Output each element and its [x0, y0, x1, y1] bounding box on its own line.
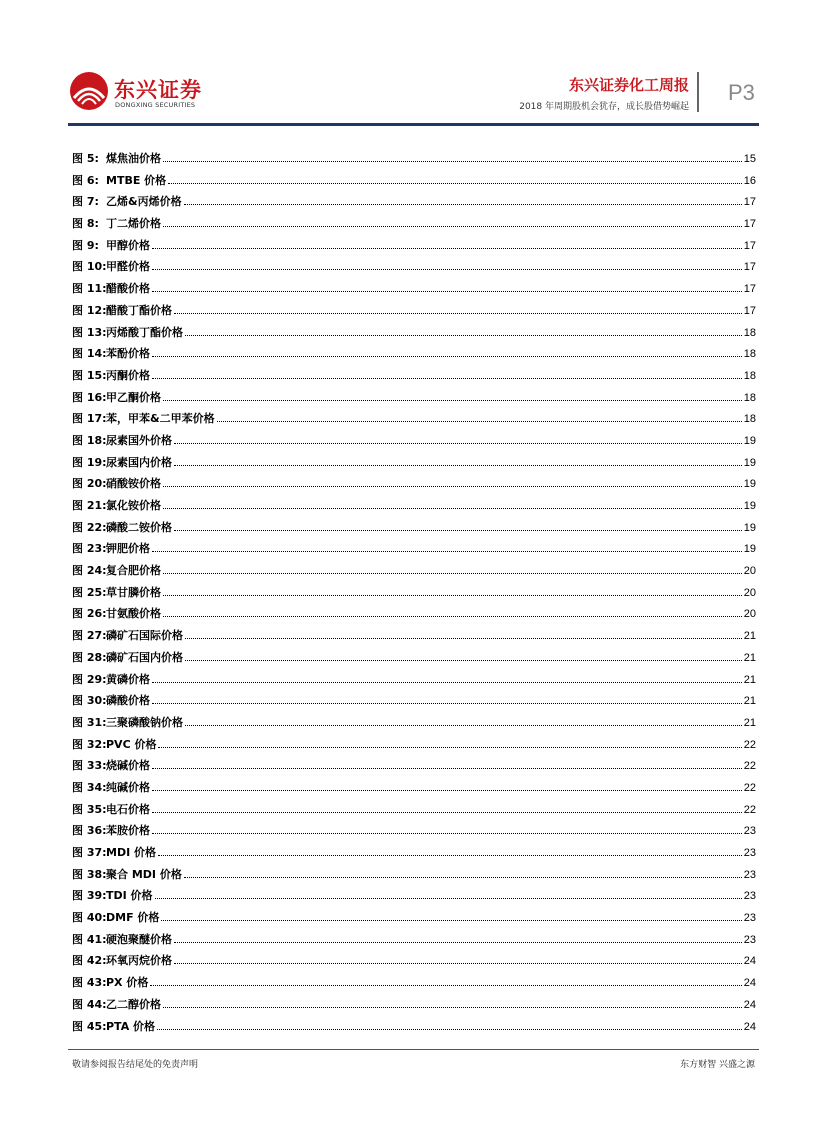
figure-title: 醋酸价格: [106, 282, 150, 296]
page-header: [0, 0, 827, 130]
figure-number: 图 17:: [72, 412, 107, 426]
figure-title: 磷酸二铵价格: [106, 520, 172, 534]
page-ref: 17: [743, 218, 756, 231]
figure-title: 黄磷价格: [106, 672, 150, 686]
page-ref: 24: [743, 955, 756, 968]
page-ref: 23: [743, 868, 756, 881]
figure-title: 尿素国内价格: [106, 455, 172, 469]
page-ref: 17: [743, 196, 756, 209]
page-ref: 19: [743, 521, 756, 534]
header-rule: [68, 123, 759, 126]
dot-leader: [163, 226, 742, 227]
report-subtitle: 2018 年周期股机会犹存，成长股借势崛起: [519, 102, 689, 112]
figure-number: 图 29:: [72, 672, 107, 686]
toc-entry[interactable]: [72, 605, 756, 627]
figure-number: 图 35:: [72, 802, 107, 816]
toc-entry[interactable]: [72, 584, 756, 606]
toc-entry[interactable]: [72, 193, 756, 215]
toc-entry[interactable]: [72, 172, 756, 194]
dot-leader: [158, 747, 741, 748]
figure-number: 图 30:: [72, 694, 107, 708]
dot-leader: [163, 1007, 742, 1008]
figure-number: 图 22:: [72, 520, 107, 534]
page-ref: 22: [743, 760, 756, 773]
toc-entry[interactable]: [72, 779, 756, 801]
page-ref: 19: [743, 456, 756, 469]
figure-title: 复合肥价格: [106, 564, 161, 578]
page-ref: 19: [743, 543, 756, 556]
figure-title: 苯胺价格: [106, 824, 150, 838]
figure-number: 图 7:: [72, 195, 99, 209]
toc-entry[interactable]: [72, 432, 756, 454]
figure-title: 磷矿石国际价格: [106, 629, 183, 643]
figure-number: 图 20:: [72, 477, 107, 491]
figure-number: 图 15:: [72, 368, 107, 382]
toc-entry[interactable]: [72, 519, 756, 541]
dot-leader: [152, 768, 742, 769]
page-ref: 19: [743, 500, 756, 512]
toc-entry[interactable]: [72, 822, 756, 844]
figure-number: 图 11:: [72, 282, 107, 296]
dot-leader: [152, 812, 742, 813]
dot-leader: [152, 291, 742, 292]
dot-leader: [152, 248, 742, 249]
figure-title: 苯，甲苯&二甲苯价格: [106, 412, 215, 426]
dot-leader: [157, 1029, 742, 1030]
toc-entry[interactable]: [72, 866, 756, 888]
dot-leader: [174, 963, 742, 964]
toc-entry[interactable]: [72, 627, 756, 649]
toc-entry[interactable]: [72, 736, 756, 758]
figure-title: TDI 价格: [106, 889, 153, 903]
figure-number: 图 19:: [72, 455, 107, 469]
figure-number: 图 45:: [72, 1019, 107, 1033]
figure-title: 磷矿石国内价格: [106, 650, 183, 664]
dot-leader: [184, 877, 742, 878]
logo-chinese-name: 东兴证券: [114, 78, 202, 102]
dot-leader: [174, 942, 742, 943]
figure-title: 电石价格: [106, 802, 150, 816]
dot-leader: [185, 638, 742, 639]
figure-list: [72, 150, 756, 1039]
figure-number: 图 14:: [72, 347, 107, 361]
page-ref: 20: [743, 565, 756, 578]
figure-title: 甲乙酮价格: [106, 390, 161, 404]
toc-entry[interactable]: [72, 150, 756, 172]
page-ref: 24: [743, 977, 756, 990]
figure-title: PX 价格: [106, 976, 149, 990]
figure-number: 图 39:: [72, 889, 107, 903]
page-ref: 20: [743, 586, 756, 599]
figure-number: 图 37:: [72, 846, 107, 859]
toc-entry[interactable]: [72, 540, 756, 562]
toc-entry[interactable]: [72, 714, 756, 736]
company-logo: [70, 72, 200, 112]
toc-entry[interactable]: [72, 475, 756, 497]
page-ref: 22: [743, 738, 756, 751]
toc-entry[interactable]: [72, 302, 756, 324]
dot-leader: [185, 660, 742, 661]
figure-number: 图 44:: [72, 997, 107, 1011]
page-ref: 18: [743, 391, 756, 404]
page-ref: 24: [743, 1020, 756, 1033]
figure-number: 图 38:: [72, 867, 107, 881]
page-ref: 23: [743, 933, 756, 946]
page-ref: 22: [743, 781, 756, 794]
figure-title: 钾肥价格: [106, 542, 150, 556]
toc-entry[interactable]: [72, 454, 756, 476]
figure-number: 图 31:: [72, 715, 107, 729]
figure-number: 图 43:: [72, 976, 107, 990]
dot-leader: [174, 443, 742, 444]
figure-title: 氯化铵价格: [106, 499, 161, 512]
toc-entry[interactable]: [72, 237, 756, 259]
figure-number: 图 9:: [72, 238, 99, 252]
figure-number: 图 21:: [72, 499, 107, 512]
figure-number: 图 34:: [72, 780, 107, 794]
figure-title: 聚合 MDI 价格: [106, 867, 182, 881]
footer-disclaimer: 敬请参阅报告结尾处的免责声明: [72, 1060, 199, 1070]
dot-leader: [152, 833, 742, 834]
page-ref: 21: [743, 695, 756, 708]
figure-title: 丙酮价格: [106, 368, 150, 382]
page-ref: 17: [743, 239, 756, 252]
figure-title: 丙烯酸丁酯价格: [106, 325, 183, 339]
page-ref: 19: [743, 434, 756, 447]
toc-entry[interactable]: [72, 757, 756, 779]
toc-entry[interactable]: [72, 844, 756, 866]
dot-leader: [174, 465, 742, 466]
toc-entry[interactable]: [72, 562, 756, 584]
toc-entry[interactable]: [72, 497, 756, 519]
figure-title: 丁二烯价格: [106, 217, 161, 231]
dot-leader: [152, 356, 742, 357]
figure-number: 图 28:: [72, 650, 107, 664]
page-ref: 15: [743, 153, 756, 165]
dot-leader: [155, 898, 742, 899]
dot-leader: [152, 703, 742, 704]
toc-entry[interactable]: [72, 931, 756, 953]
page-ref: 23: [743, 912, 756, 925]
figure-title: 煤焦油价格: [106, 152, 161, 165]
dot-leader: [163, 486, 742, 487]
dot-leader: [184, 204, 742, 205]
toc-entry[interactable]: [72, 671, 756, 693]
toc-entry[interactable]: [72, 410, 756, 432]
dot-leader: [152, 790, 742, 791]
dot-leader: [158, 855, 742, 856]
dot-leader: [174, 313, 742, 314]
figure-title: 尿素国外价格: [106, 433, 172, 447]
page-ref: 21: [743, 630, 756, 643]
footer-slogan: 东方财智 兴盛之源: [680, 1060, 755, 1070]
figure-number: 图 26:: [72, 607, 107, 621]
dot-leader: [161, 920, 741, 921]
dot-leader: [163, 508, 742, 509]
toc-entry[interactable]: [72, 258, 756, 280]
figure-title: 硝酸铵价格: [106, 477, 161, 491]
figure-title: 烧碱价格: [106, 759, 150, 773]
figure-number: 图 42:: [72, 954, 107, 968]
page-ref: 20: [743, 608, 756, 621]
figure-title: 乙烯&丙烯价格: [106, 195, 182, 209]
page-ref: 21: [743, 673, 756, 686]
figure-number: 图 23:: [72, 542, 107, 556]
figure-title: PVC 价格: [106, 737, 157, 751]
footer-rule: [68, 1049, 759, 1050]
dot-leader: [152, 378, 742, 379]
figure-number: 图 6:: [72, 173, 99, 187]
figure-title: 甲醇价格: [106, 238, 150, 252]
page-ref: 21: [743, 651, 756, 664]
page-ref: 17: [743, 261, 756, 274]
dot-leader: [168, 183, 742, 184]
figure-number: 图 27:: [72, 629, 107, 643]
dot-leader: [174, 530, 742, 531]
toc-entry[interactable]: [72, 952, 756, 974]
figure-title: 苯酚价格: [106, 347, 150, 361]
page-ref: 17: [743, 304, 756, 317]
figure-number: 图 5:: [72, 152, 99, 165]
page-ref: 18: [743, 326, 756, 339]
toc-entry[interactable]: [72, 909, 756, 931]
logo-emblem-icon: [70, 72, 108, 110]
toc-entry[interactable]: [72, 649, 756, 671]
toc-entry[interactable]: [72, 887, 756, 909]
dot-leader: [163, 616, 742, 617]
page-ref: 23: [743, 825, 756, 838]
figure-title: 三聚磷酸钠价格: [106, 715, 183, 729]
figure-title: MDI 价格: [106, 846, 156, 859]
figure-title: PTA 价格: [106, 1019, 156, 1033]
figure-number: 图 12:: [72, 303, 107, 317]
figure-number: 图 18:: [72, 433, 107, 447]
toc-entry[interactable]: [72, 280, 756, 302]
figure-title: MTBE 价格: [106, 173, 167, 187]
figure-number: 图 32:: [72, 737, 107, 751]
figure-number: 图 13:: [72, 325, 107, 339]
toc-entry[interactable]: [72, 367, 756, 389]
figure-title: 磷酸价格: [106, 694, 150, 708]
figure-number: 图 24:: [72, 564, 107, 578]
page-ref: 23: [743, 847, 756, 859]
dot-leader: [185, 335, 742, 336]
figure-number: 图 33:: [72, 759, 107, 773]
figure-title: 草甘膦价格: [106, 585, 161, 599]
page-ref: 21: [743, 716, 756, 729]
figure-number: 图 10:: [72, 260, 107, 274]
figure-number: 图 36:: [72, 824, 107, 838]
figure-number: 图 16:: [72, 390, 107, 404]
page-ref: 23: [743, 890, 756, 903]
toc-entry[interactable]: [72, 215, 756, 237]
figure-number: 图 8:: [72, 217, 99, 231]
figure-title: 乙二醇价格: [106, 997, 161, 1011]
figure-title: 环氧丙烷价格: [106, 954, 172, 968]
page-ref: 18: [743, 369, 756, 382]
dot-leader: [185, 725, 742, 726]
dot-leader: [163, 161, 742, 162]
page-ref: 24: [743, 998, 756, 1011]
dot-leader: [150, 985, 741, 986]
figure-title: 硬泡聚醚价格: [106, 932, 172, 946]
figure-title: 纯碱价格: [106, 780, 150, 794]
toc-entry[interactable]: [72, 345, 756, 367]
page-ref: 19: [743, 478, 756, 491]
page-ref: 17: [743, 283, 756, 296]
toc-entry[interactable]: [72, 801, 756, 823]
dot-leader: [152, 551, 742, 552]
figure-number: 图 25:: [72, 585, 107, 599]
page-ref: 22: [743, 803, 756, 816]
toc-entry[interactable]: [72, 324, 756, 346]
page-ref: 18: [743, 413, 756, 426]
header-divider: [697, 72, 699, 112]
toc-entry[interactable]: [72, 974, 756, 996]
dot-leader: [152, 682, 742, 683]
toc-entry[interactable]: [72, 996, 756, 1018]
figure-number: 图 40:: [72, 911, 107, 925]
toc-entry[interactable]: [72, 1018, 756, 1040]
page-ref: 18: [743, 348, 756, 361]
dot-leader: [152, 269, 742, 270]
figure-title: 醋酸丁酯价格: [106, 303, 172, 317]
figure-title: DMF 价格: [106, 911, 160, 925]
dot-leader: [163, 400, 742, 401]
dot-leader: [163, 573, 742, 574]
dot-leader: [217, 421, 742, 422]
report-title: 东兴证券化工周报: [568, 76, 689, 94]
figure-number: 图 41:: [72, 932, 107, 946]
toc-entry[interactable]: [72, 692, 756, 714]
figure-title: 甲醛价格: [106, 260, 150, 274]
dot-leader: [163, 595, 742, 596]
toc-entry[interactable]: [72, 389, 756, 411]
page-ref: 16: [743, 174, 756, 187]
figure-title: 甘氨酸价格: [106, 607, 161, 621]
page-number: P3: [728, 80, 755, 105]
logo-english-name: DONGXING SECURITIES: [115, 101, 196, 109]
